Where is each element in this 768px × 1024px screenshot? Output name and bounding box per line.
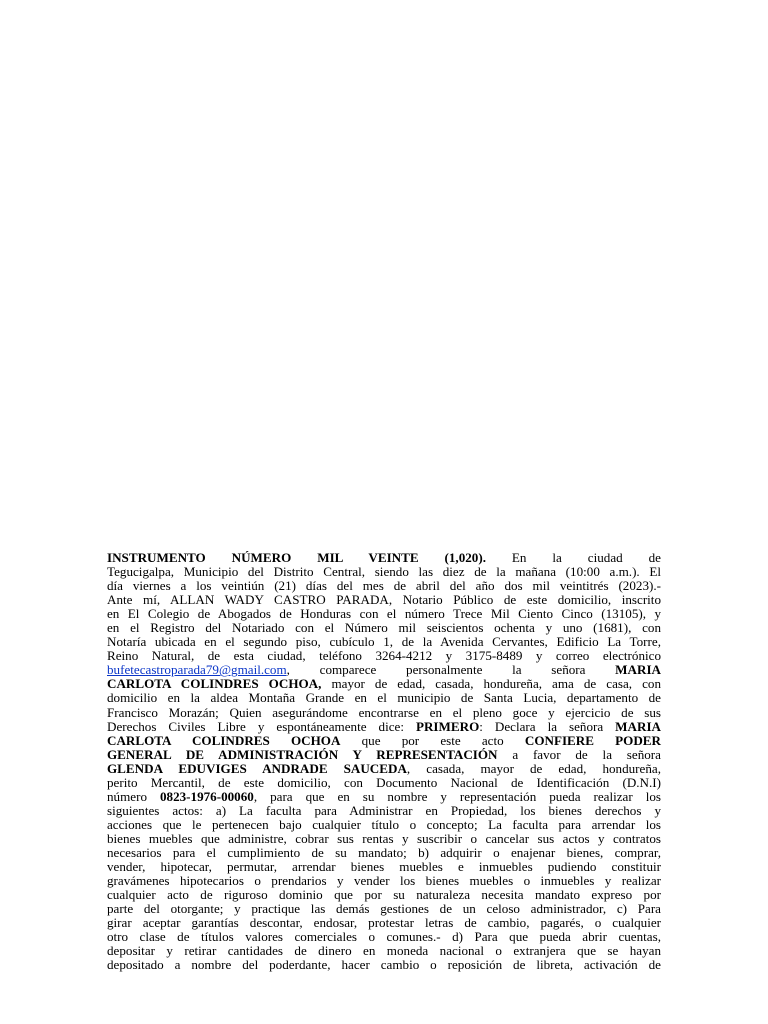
bold-text: PRIMERO <box>415 718 480 734</box>
text-line <box>107 607 661 621</box>
text-segment: En la ciudad de <box>486 550 661 565</box>
text-line <box>107 790 661 804</box>
text-segment: en el Registro del Notariado con el Número mil seiscientos ochenta y uno (1681), con <box>107 620 661 636</box>
text-line <box>107 691 661 705</box>
bold-text: GLENDA EDUVIGES ANDRADE SAUCEDA <box>107 760 407 776</box>
text-line <box>107 706 661 720</box>
text-line <box>107 663 661 677</box>
text-segment: necesarios para el cumplimiento de su mandato; b) adquirir o enajenar bienes, comprar, <box>107 844 661 860</box>
text-line <box>107 734 661 748</box>
document-body-text <box>107 551 661 972</box>
bold-text: CONFIERE PODER <box>524 732 661 748</box>
text-segment: , comparece personalmente la señora <box>286 662 616 678</box>
bold-text: CARLOTA COLINDRES OCHOA, <box>107 676 322 692</box>
text-segment: Reino Natural, de esta ciudad, teléfono 3264-4212 y 3175-8489 y correo electrónico <box>107 648 661 664</box>
text-segment: siguientes actos: a) La faculta para Administrar en Propiedad, los bienes derechos y <box>107 802 661 818</box>
text-line <box>107 748 661 762</box>
bold-text: GENERAL DE ADMINISTRACIÓN Y REPRESENTACIÓN <box>107 746 498 762</box>
text-segment: cualquier acto de riguroso dominio que por su naturaleza necesita mandato expreso por <box>107 887 661 903</box>
text-line <box>107 860 661 874</box>
bold-text: MARIA <box>615 718 661 734</box>
text-segment: a favor de la señora <box>497 746 661 762</box>
text-line <box>107 776 661 790</box>
text-line <box>107 902 661 916</box>
text-line <box>107 944 661 958</box>
text-line <box>107 818 661 832</box>
bold-text: INSTRUMENTO NÚMERO MIL VEINTE (1,020). <box>107 550 486 565</box>
text-segment: perito Mercantil, de este domicilio, con Documento Nacional de Identificación (D.N.I) <box>107 774 661 790</box>
text-segment: que por este acto <box>340 732 525 748</box>
email-link[interactable]: bufetecastroparada79@gmail.com <box>107 662 287 678</box>
text-line <box>107 846 661 860</box>
text-segment: día viernes a los veintiún (21) días del mes de abril del año dos mil veintitrés (2023).- <box>107 578 661 594</box>
text-segment: gravámenes hipotecarios o prendarios y vender los bienes muebles o inmuebles y realizar <box>107 873 661 889</box>
text-line <box>107 649 661 663</box>
text-segment: , casada, mayor de edad, hondureña, <box>406 760 661 776</box>
text-line <box>107 565 661 579</box>
text-line <box>107 762 661 776</box>
text-line <box>107 916 661 930</box>
text-segment: , para que en su nombre y representación pueda realizar los <box>253 788 661 804</box>
text-line <box>107 888 661 902</box>
text-line <box>107 579 661 593</box>
text-line <box>107 874 661 888</box>
text-line <box>107 930 661 944</box>
text-segment: Ante mí, ALLAN WADY CASTRO PARADA, Notario Público de este domicilio, inscrito <box>107 592 661 608</box>
text-segment: Francisco Morazán; Quien asegurándome encontrarse en el pleno goce y ejercicio de sus <box>107 704 661 720</box>
text-segment: domicilio en la aldea Montaña Grande en el municipio de Santa Lucia, departamento de <box>107 690 661 706</box>
text-segment: girar aceptar garantías descontar, endosar, protestar letras de cambio, pagarés, o cualquier <box>107 915 661 931</box>
text-segment: otro clase de títulos valores comerciales o comunes.- d) Para que pueda abrir cuentas, <box>107 929 661 945</box>
text-segment: en El Colegio de Abogados de Honduras con el número Trece Mil Ciento Cinco (13105), y <box>107 606 661 622</box>
text-line <box>107 832 661 846</box>
text-line <box>107 804 661 818</box>
bold-text: MARIA <box>615 662 661 678</box>
text-line <box>107 551 661 565</box>
text-line <box>107 621 661 635</box>
bold-text: 0823-1976-00060 <box>159 788 254 804</box>
text-segment: número <box>107 788 160 804</box>
text-segment: vender, hipotecar, permutar, arrendar bienes muebles e inmuebles pudiendo constituir <box>107 859 661 875</box>
text-segment: depositado a nombre del poderdante, hacer cambio o reposición de libreta, activación de <box>107 957 661 973</box>
text-line <box>107 958 661 972</box>
text-segment: depositar y retirar cantidades de dinero en moneda nacional o extranjera que se hayan <box>107 943 661 959</box>
text-segment: acciones que le pertenecen bajo cualquier título o concepto; La faculta para arrendar los <box>107 816 661 832</box>
text-segment: parte del otorgante; y practique las demás gestiones de un celoso administrador, c) Para <box>107 901 661 917</box>
text-line <box>107 677 661 691</box>
text-segment: bienes muebles que administre, cobrar sus rentas y suscribir o cancelar sus actos y contratos <box>107 830 661 846</box>
bold-text: CARLOTA COLINDRES OCHOA <box>107 732 341 748</box>
text-segment: Notaría ubicada en el segundo piso, cubículo 1, de la Avenida Cervantes, Edificio La Torre, <box>107 634 661 650</box>
text-line <box>107 593 661 607</box>
text-segment: mayor de edad, casada, hondureña, ama de casa, con <box>321 676 661 692</box>
text-segment: Tegucigalpa, Municipio del Distrito Central, siendo las diez de la mañana (10:00 a.m.). El <box>107 564 661 580</box>
text-line <box>107 720 661 734</box>
text-line <box>107 635 661 649</box>
text-segment: : Declara la señora <box>479 718 616 734</box>
text-segment: Derechos Civiles Libre y espontáneamente dice: <box>107 718 416 734</box>
